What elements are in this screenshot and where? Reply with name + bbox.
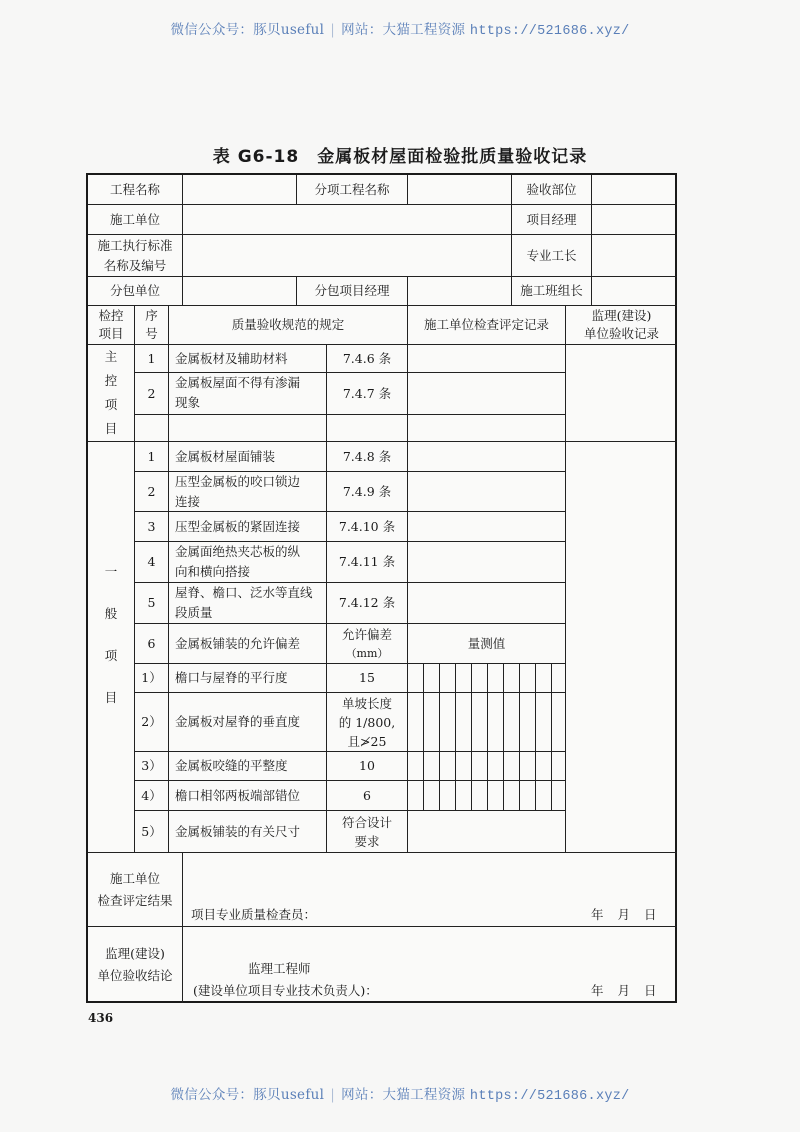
label-acceptance-part: 验收部位	[512, 175, 592, 205]
col-header-seq	[135, 306, 169, 345]
label-standard-line1: 施工执行标准	[97, 237, 173, 253]
deviation-1-desc: 檐口与屋脊的平行度	[169, 664, 327, 693]
main-item-2-desc-line2: 现象	[175, 395, 201, 410]
col-seq-line2: 号	[145, 326, 158, 341]
label-sub-project-name: 分项工程名称	[297, 175, 408, 205]
general-item-2-desc	[169, 472, 327, 512]
deviation-4-seq: 4）	[135, 781, 169, 811]
field-project-name[interactable]	[183, 175, 297, 205]
field-foreman[interactable]	[592, 235, 677, 277]
deviation-5-measurements[interactable]	[408, 811, 566, 853]
label-construction-unit: 施工单位	[88, 205, 183, 235]
engineer-label-sub: (建设单位项目专业技术负责人)：	[193, 983, 378, 998]
main-char-2: 控	[104, 373, 118, 388]
field-construction-unit[interactable]	[183, 205, 512, 235]
field-standard[interactable]	[183, 235, 512, 277]
field-sub-project-manager[interactable]	[408, 277, 512, 306]
watermark-url[interactable]: https://521686.xyz/	[469, 1089, 630, 1104]
general-item-1-clause: 7.4.8 条	[327, 442, 408, 472]
main-item-2-clause: 7.4.7 条	[327, 373, 408, 415]
general-item-5-desc-line2: 段质量	[175, 605, 213, 620]
main-item-2-desc-line1: 金属板屋面不得有渗漏	[175, 375, 301, 390]
label-foreman: 专业工长	[512, 235, 592, 277]
deviation-1-value: 15	[327, 664, 408, 693]
deviation-3-desc: 金属板咬缝的平整度	[169, 752, 327, 781]
general-supervisor-record[interactable]	[566, 442, 677, 853]
deviation-4-desc: 檐口相邻两板端部错位	[169, 781, 327, 811]
deviation-2-value-line1: 单坡长度	[341, 695, 392, 711]
col-header-supervisor-record	[566, 306, 677, 345]
general-item-5-clause: 7.4.12 条	[327, 583, 408, 624]
section-general	[88, 442, 135, 853]
watermark-account: 微信公众号：豚贝useful	[170, 22, 325, 38]
main-item-1-desc: 金属板材及辅助材料	[169, 345, 327, 373]
general-item-5-desc	[169, 583, 327, 624]
date-day: 日	[644, 907, 657, 922]
general-item-2-clause: 7.4.9 条	[327, 472, 408, 512]
date-month: 月	[617, 983, 631, 998]
col-seq-line1: 序	[145, 308, 158, 323]
col-supervisor-line1: 监理(建设)	[591, 308, 652, 323]
general-item-4-seq: 4	[135, 542, 169, 583]
form-code: 表 G6-18	[212, 147, 300, 167]
measure-grid-line	[487, 664, 488, 811]
measure-grid-line	[503, 664, 504, 811]
deviation-2-desc: 金属板对屋脊的垂直度	[169, 693, 327, 752]
measure-grid-line	[439, 664, 440, 811]
deviation-4-value: 6	[327, 781, 408, 811]
main-item-1-seq: 1	[135, 345, 169, 373]
watermark-site: 网站：大猫工程资源	[341, 1087, 466, 1103]
label-contractor-result	[88, 853, 183, 927]
watermark-site: 网站：大猫工程资源	[341, 22, 466, 38]
measure-grid-line	[471, 664, 472, 811]
main-blank-seq	[135, 415, 169, 442]
measure-grid-line	[535, 664, 536, 811]
col-header-category	[88, 306, 135, 345]
general-char-2: 般	[104, 606, 118, 621]
label-team-leader: 施工班组长	[512, 277, 592, 306]
col-category-line1: 检控	[98, 308, 124, 323]
general-item-2-record[interactable]	[408, 472, 566, 512]
measured-values-header: 量测值	[408, 624, 566, 664]
field-sub-project-name[interactable]	[408, 175, 512, 205]
main-blank-clause	[327, 415, 408, 442]
measure-grid-line	[423, 664, 424, 811]
general-item-2-desc-line2: 连接	[175, 494, 201, 509]
main-blank-desc	[169, 415, 327, 442]
page-number: 436	[88, 1011, 114, 1025]
supervisor-conclusion-line1: 监理(建设)	[105, 946, 165, 961]
measure-grid-line	[455, 664, 456, 811]
label-project-name: 工程名称	[88, 175, 183, 205]
general-char-3: 项	[104, 648, 118, 663]
general-char-4: 目	[104, 690, 118, 705]
engineer-label: 监理工程师	[248, 961, 311, 976]
supervisor-date	[591, 981, 657, 999]
deviation-3-value: 10	[327, 752, 408, 781]
label-standard	[88, 235, 183, 277]
deviation-3-seq: 3）	[135, 752, 169, 781]
general-item-4-record[interactable]	[408, 542, 566, 583]
inspection-form-table	[86, 173, 677, 1003]
general-item-3-desc: 压型金属板的紧固连接	[169, 512, 327, 542]
main-char-3: 项	[104, 397, 118, 412]
date-month: 月	[617, 907, 631, 922]
deviation-5-desc: 金属板铺装的有关尺寸	[169, 811, 327, 853]
general-item-5-seq: 5	[135, 583, 169, 624]
general-item-4-desc	[169, 542, 327, 583]
supervisor-conclusion-line2: 单位验收结论	[97, 968, 173, 983]
deviation-2-value-line3: 且≯25	[347, 733, 387, 749]
contractor-result-line2: 检查评定结果	[97, 892, 173, 908]
field-project-manager[interactable]	[592, 205, 677, 235]
deviation-5-seq: 5）	[135, 811, 169, 853]
general-item-3-clause: 7.4.10 条	[327, 512, 408, 542]
watermark-separator: |	[330, 1087, 336, 1103]
main-item-2-seq: 2	[135, 373, 169, 415]
general-item-5-record[interactable]	[408, 583, 566, 624]
deviation-5-value-line1: 符合设计	[341, 814, 392, 830]
deviation-2-value-line2: 的 1/800,	[338, 714, 396, 730]
label-supervisor-conclusion	[88, 927, 183, 1003]
main-char-1: 主	[104, 349, 118, 364]
label-standard-line2: 名称及编号	[103, 257, 167, 273]
section-main-control	[88, 345, 135, 442]
date-year: 年	[591, 907, 604, 922]
general-item-3-record[interactable]	[408, 512, 566, 542]
general-char-1: 一	[104, 564, 118, 579]
general-item-4-desc-line2: 向和横向搭接	[175, 564, 251, 579]
field-team-leader[interactable]	[592, 277, 677, 306]
tolerance-unit: （mm）	[345, 646, 389, 660]
general-item-6-tolerance-header	[327, 624, 408, 664]
general-item-5-desc-line1: 屋脊、檐口、泛水等直线	[175, 585, 313, 600]
form-title	[0, 142, 800, 167]
col-category-line2: 项目	[98, 326, 124, 341]
watermark-separator: |	[330, 22, 336, 38]
deviation-2-seq: 2）	[135, 693, 169, 752]
watermark-account: 微信公众号：豚贝useful	[170, 1087, 325, 1103]
inspector-label: 项目专业质量检查员：	[191, 907, 317, 922]
label-subcontractor: 分包单位	[88, 277, 183, 306]
general-item-4-desc-line1: 金属面绝热夹芯板的纵	[175, 544, 301, 559]
general-item-1-record[interactable]	[408, 442, 566, 472]
deviation-5-value-line2: 要求	[354, 833, 380, 849]
general-item-6-seq: 6	[135, 624, 169, 664]
field-acceptance-part[interactable]	[592, 175, 677, 205]
label-sub-project-manager: 分包项目经理	[297, 277, 408, 306]
form-name: 金属板材屋面检验批质量验收记录	[317, 147, 588, 167]
main-item-1-record[interactable]	[408, 345, 566, 373]
field-subcontractor[interactable]	[183, 277, 297, 306]
col-header-contractor-record: 施工单位检查评定记录	[408, 306, 566, 345]
main-item-1-clause: 7.4.6 条	[327, 345, 408, 373]
contractor-date	[591, 905, 657, 923]
general-item-2-seq: 2	[135, 472, 169, 512]
label-project-manager: 项目经理	[512, 205, 592, 235]
main-item-2-desc	[169, 373, 327, 415]
date-day: 日	[644, 983, 657, 998]
watermark-url[interactable]: https://521686.xyz/	[469, 24, 630, 39]
watermark-top	[0, 18, 800, 39]
measure-grid-line	[551, 664, 552, 811]
measure-grid-line	[519, 664, 520, 811]
contractor-result-line1: 施工单位	[109, 870, 160, 886]
general-item-2-desc-line1: 压型金属板的咬口锁边	[175, 474, 301, 489]
main-supervisor-record[interactable]	[566, 345, 677, 442]
watermark-bottom	[0, 1083, 800, 1104]
deviation-5-value	[327, 811, 408, 853]
main-item-2-record[interactable]	[408, 373, 566, 415]
general-item-1-seq: 1	[135, 442, 169, 472]
col-supervisor-line2: 单位验收记录	[583, 326, 659, 341]
date-year: 年	[591, 983, 604, 998]
main-char-4: 目	[104, 421, 118, 436]
deviation-2-value	[327, 693, 408, 752]
tolerance-label: 允许偏差	[341, 626, 392, 642]
col-header-spec: 质量验收规范的规定	[169, 306, 408, 345]
deviation-1-seq: 1）	[135, 664, 169, 693]
general-item-3-seq: 3	[135, 512, 169, 542]
main-blank-record[interactable]	[408, 415, 566, 442]
general-item-4-clause: 7.4.11 条	[327, 542, 408, 583]
general-item-1-desc: 金属板材屋面铺装	[169, 442, 327, 472]
general-item-6-desc: 金属板铺装的允许偏差	[169, 624, 327, 664]
